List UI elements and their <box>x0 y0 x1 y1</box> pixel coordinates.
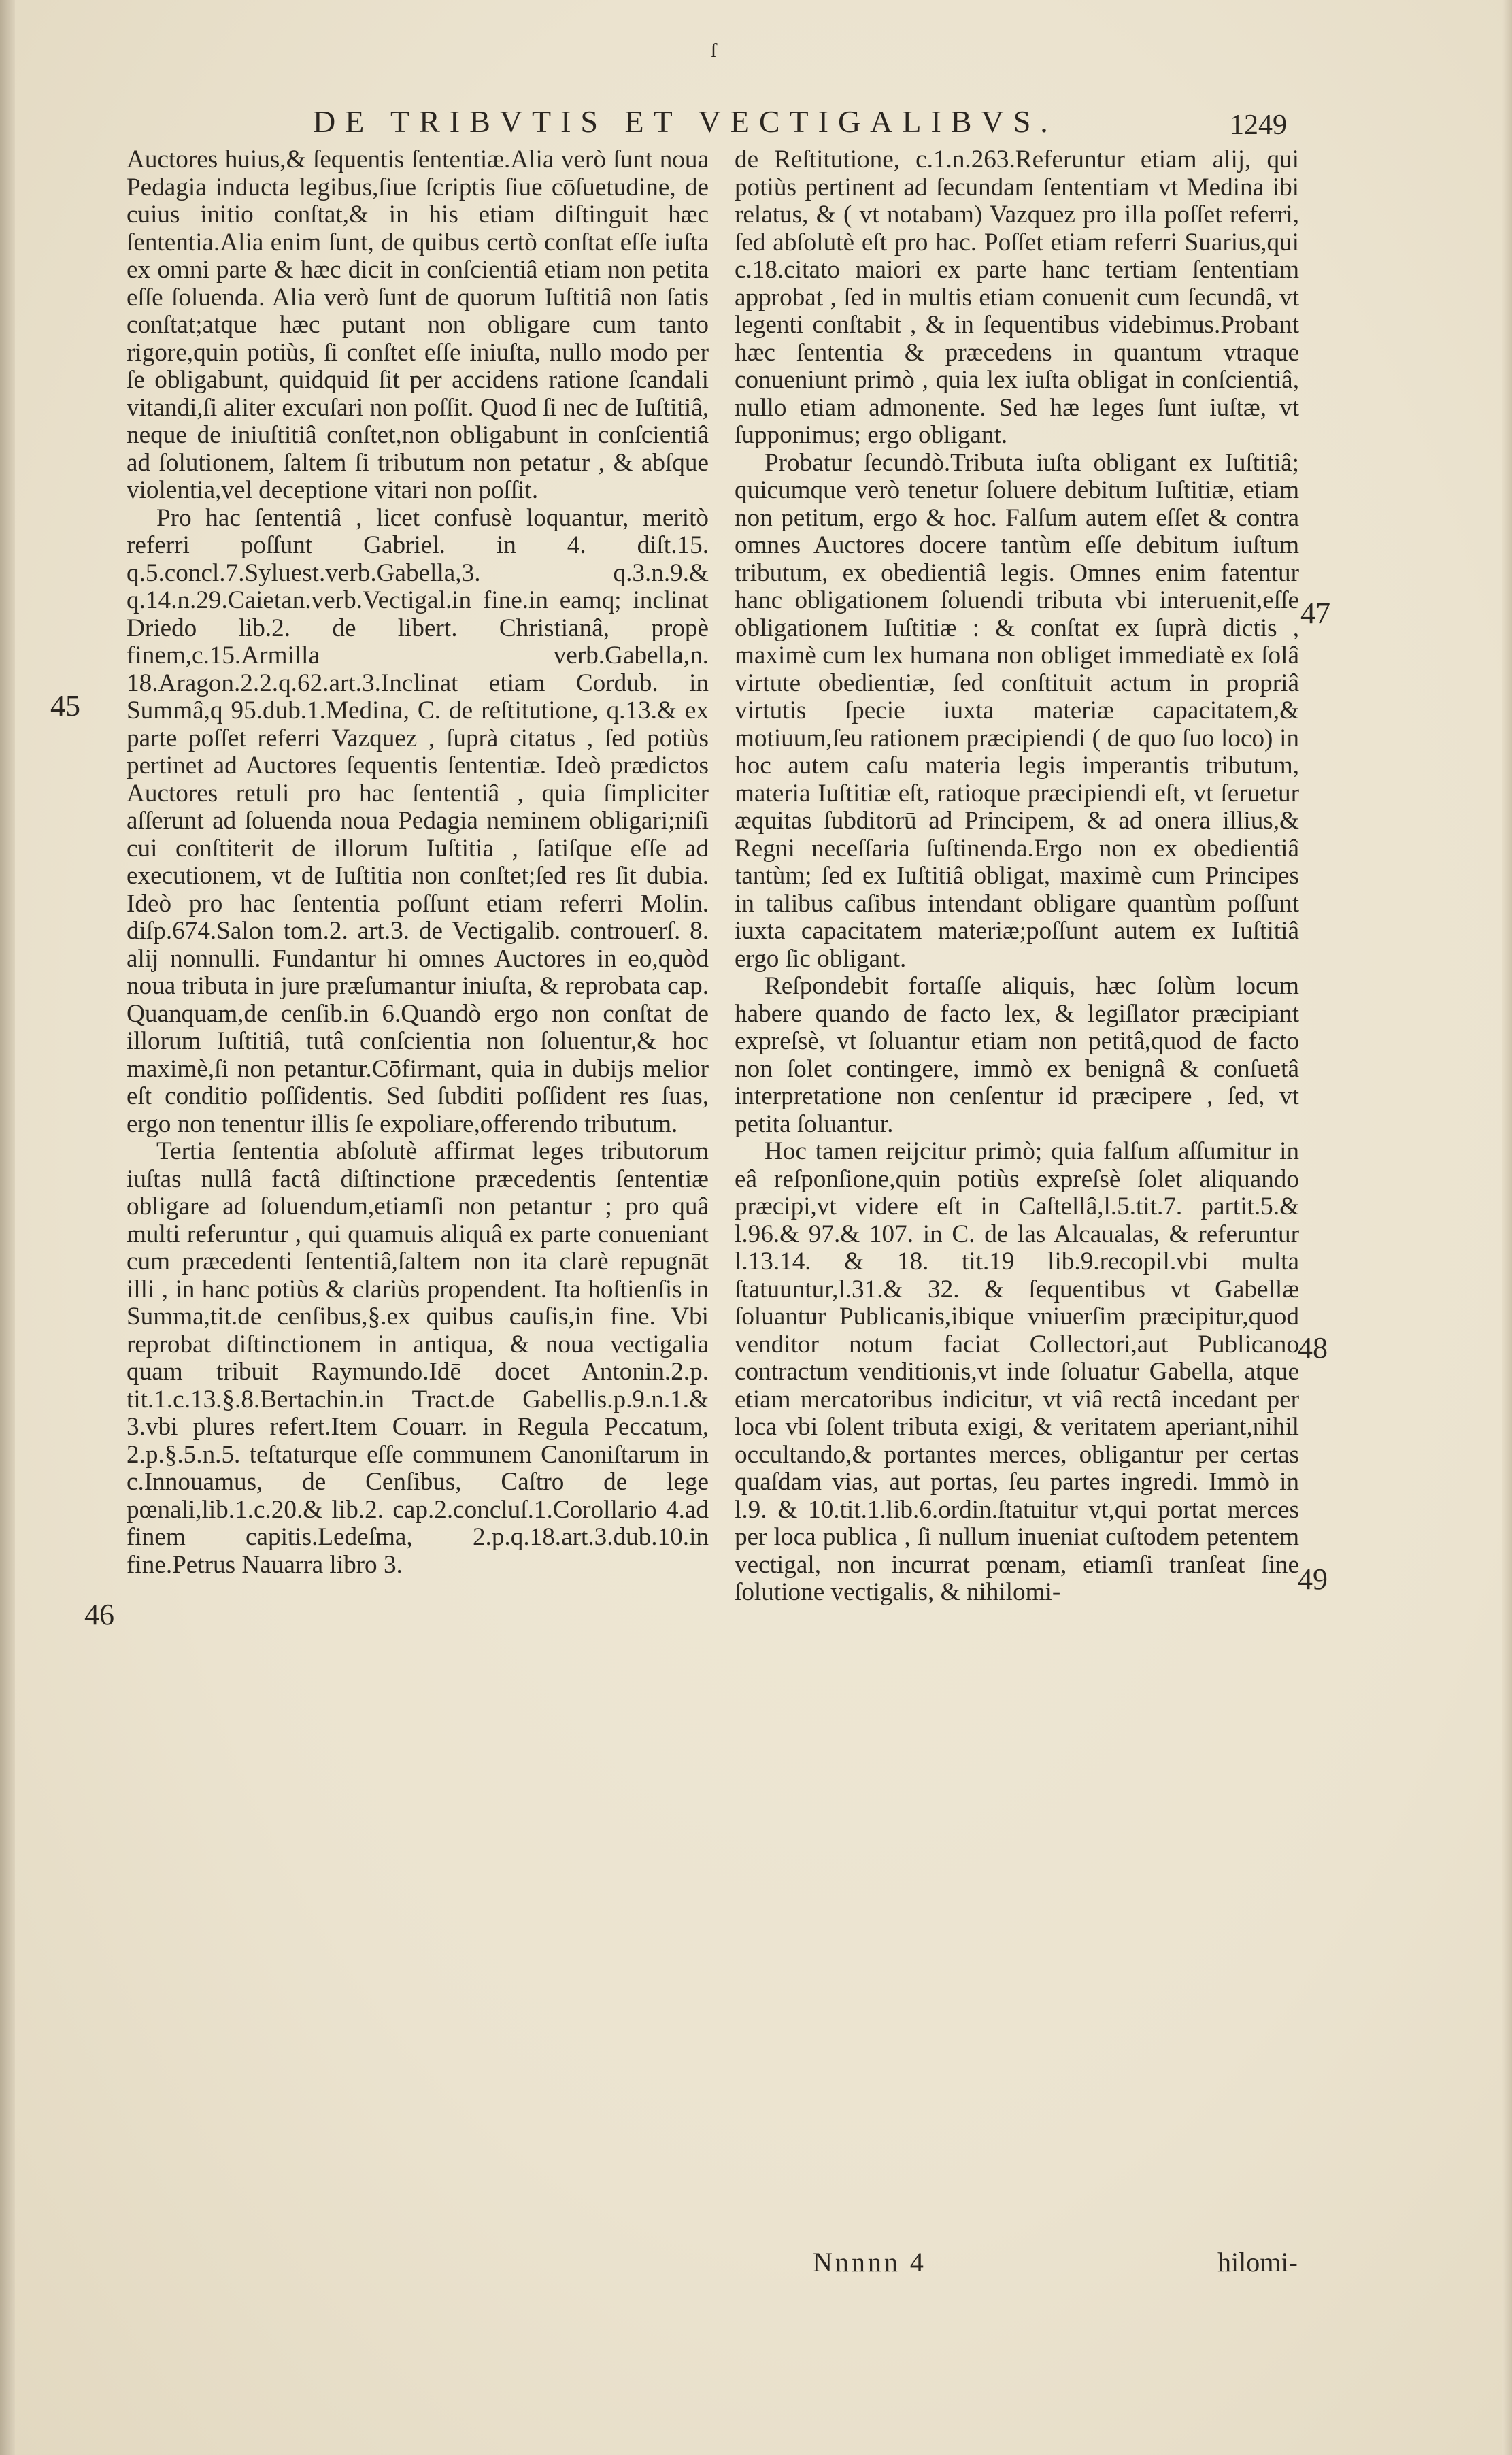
left-paragraph-1: Auctores huius,& ſequentis ſententiæ.Alia verò ſunt noua Pedagia inducta legibus,ſiue ſcriptis ſiue cōſuetudine, de cuius initio conſtat,& in his etiam diſtinguit hæc ſententia.Alia enim ſunt, de quibus certò conſtat eſſe iuſta ex omni parte & hæc dicit in conſcientiâ etiam non petita eſſe ſoluenda. Alia verò ſunt de quorum Iuſtitiâ non ſatis conſtat;atque hæc putant non obligare cum tanto rigore,quin potiùs, ſi conſtet eſſe iniuſta, nullo modo per ſe obligabunt, quidquid ſit per accidens ratione ſcandali vitandi,ſi aliter excuſari non poſſit. Quod ſi nec de Iuſtitiâ, neque de iniuſtitiâ conſtet,non obligabunt in conſcientiâ ad ſolutionem, ſaltem ſi tributum non petatur , & abſque violentia,vel deceptione vitari non poſſit. <box>127 146 709 504</box>
margin-number-49: 49 <box>1298 1563 1328 1596</box>
top-mark: ſ <box>711 39 717 62</box>
left-paragraph-2: Pro hac ſententiâ , licet confusè loquantur, meritò referri poſſunt Gabriel. in 4. diſt.15. q.5.concl.7.Syluest.verb.Gabella,3. q.3.n.9.& q.14.n.29.Caietan.verb.Vectigal.in fine.in eamq; inclinat Driedo lib.2. de libert. Christianâ, propè finem,c.15.Armilla verb.Gabella,n. 18.Aragon.2.2.q.62.art.3.Inclinat etiam Cordub. in Summâ,q 95.dub.1.Medina, C. de reſtitutione, q.13.& ex parte poſſet referri Vazquez , ſuprà citatus , ſed potiùs pertinet ad Auctores ſequentis ſententiæ. Ideò prædictos Auctores retuli pro hac ſententiâ , quia ſimpliciter aſſerunt ad ſoluenda noua Pedagia neminem obligari;niſi cui conſtiterit de illorum Iuſtitia , ſatiſque eſſe ad executionem, vt de Iuſtitia non conſtet;ſed res ſit dubia. Ideò pro hac ſententia poſſunt etiam referri Molin. diſp.674.Salon tom.2. art.3. de Vectigalib. controuerſ. 8. alij nonnulli. Fundantur hi omnes Auctores in eo,quòd noua tributa in jure præſumantur iniuſta, & reprobata cap. Quanquam,de cenſib.in 6.Quandò ergo non conſtat de illorum Iuſtitiâ, tutâ conſcientia non ſoluentur,& hoc maximè,ſi non petantur.Cōfirmant, quia in dubijs melior eſt conditio poſſidentis. Sed ſubditi poſſident res ſuas, ergo non tenentur illis ſe expoliare,offerendo tributum. <box>127 503 709 1138</box>
margin-number-45: 45 <box>50 689 80 722</box>
right-paragraph-1: de Reſtitutione, c.1.n.263.Referuntur etiam alij, qui potiùs pertinent ad ſecundam ſententiam vt Medina ibi relatus, & ( vt notabam) Vazquez pro illa poſſet referri, ſed abſolutè eſt pro hac. Poſſet etiam referri Suarius,qui c.18.citato maiori ex parte hanc tertiam ſententiam approbat , ſed in multis etiam conuenit cum ſecundâ, vt legenti conſtabit , & in ſequentibus videbimus.Probant hæc ſententia & præcedens in quantum vtraque conueniunt primò , quia lex iuſta obligat in conſcientiâ, nullo etiam admonente. Sed hæ leges ſunt iuſtæ, vt ſupponimus; ergo obligant. <box>735 146 1299 449</box>
margin-number-46: 46 <box>84 1598 114 1631</box>
right-column <box>735 146 1299 2221</box>
right-paragraph-4: Hoc tamen reijcitur primò; quia falſum aſſumitur in eâ reſponſione,quin potiùs expreſsè ſolet aliquando præcipi,vt videre eſt in Caſtellâ,l.5.tit.7. partit.5.& l.96.& 97.& 107. in C. de las Alcaualas, & referuntur l.13.14. & 18. tit.19 lib.9.recopil.vbi multa ſtatuuntur,l.31.& 32. & ſequentibus vt Gabellæ ſoluantur Publicanis,ibique vniuerſim præcipitur,quod venditor notum faciat Collectori,aut Publicano contractum venditionis,vt inde ſoluatur Gabella, atque etiam mercatoribus indicitur, vt viâ rectâ incedant per loca vbi ſolent tributa exigi, & veritatem aperiant,nihil occultando,& portantes merces, obligantur per certas quaſdam vias, aut portas, ſeu partes ingredi. Immò in l.9. & 10.tit.1.lib.6.ordin.ſtatuitur vt,qui portat merces per loca publica , ſi nullum inueniat cuſtodem petentem vectigal, non incurrat pœnam, etiamſi tranſeat ſine ſolutione vectigalis, & nihilomi- <box>735 1137 1299 1606</box>
page-edge <box>1502 0 1512 2455</box>
running-title: DE TRIBVTIS ET VECTIGALIBVS. <box>313 104 1058 139</box>
catchword: hilomi- <box>1217 2247 1298 2277</box>
right-paragraph-3: Reſpondebit fortaſſe aliquis, hæc ſolùm locum habere quando de facto lex, & legiſlator præcipiant expreſsè, vt ſoluantur etiam non petitâ,quod de facto non ſolet contingere, immò ex benignâ & conſuetâ interpretatione non cenſentur id præcipere , ſed, vt petita ſoluantur. <box>735 972 1299 1138</box>
page-number: 1249 <box>1230 110 1287 141</box>
left-paragraph-3: Tertia ſententia abſolutè affirmat leges tributorum iuſtas nullâ factâ diſtinctione præcedentis ſententiæ obligare ad ſoluendum,etiamſi non petantur ; pro quâ multi referuntur , qui quamuis aliquâ ex parte conueniant cum præcedenti ſententiâ,ſaltem non ita clarè repugnāt illi , in hanc potiùs & clariùs propendent. Ita hoſtienſis in Summa,tit.de cenſibus,§.ex quibus cauſis,in fine. Vbi reprobat diſtinctionem in antiqua, & noua vectigalia quam tribuit Raymundo.Idē docet Antonin.2.p. tit.1.c.13.§.8.Bertachin.in Tract.de Gabellis.p.9.n.1.& 3.vbi plures refert.Item Couarr. in Regula Peccatum, 2.p.§.5.n.5. teſtaturque eſſe communem Canoniſtarum in c.Innouamus, de Cenſibus, Caſtro de lege pœnali,lib.1.c.20.& lib.2. cap.2.concluſ.1.Corollario 4.ad finem capitis.Ledeſma, 2.p.q.18.art.3.dub.10.in fine.Petrus Nauarra libro 3. <box>127 1137 709 1579</box>
page-gutter-shadow <box>0 0 15 2455</box>
margin-number-48: 48 <box>1298 1331 1328 1365</box>
right-paragraph-2: Probatur ſecundò.Tributa iuſta obligant ex Iuſtitiâ; quicumque verò tenetur ſoluere debitum Iuſtitiæ, etiam non petitum, ergo & hoc. Falſum autem eſſet & contra omnes Auctores docere tantùm eſſe debitum iuſtum tributum, ex obedientiâ legis. Omnes enim fatentur hanc obligationem ſoluendi tributa vbi interuenit,eſſe obligationem Iuſtitiæ : & conſtat ex ſuprà dictis , maximè cum lex humana non obliget immediatè ex ſolâ virtute obedientiæ, ſed conſtituit actum in propriâ virtutis ſpecie iuxta materiæ capacitatem,& motiuum,ſeu rationem præcipiendi ( de quo ſuo loco) in hoc autem caſu materia legis imperantis tributum, materia Iuſtitiæ eſt, ratioque præcipiendi eſt, vt ſeruetur æquitas ſubditorū ad Principem, & ad onera illius,& Regni neceſſaria ſuſtinenda.Ergo non ex obedientiâ tantùm; ſed ex Iuſtitiâ obligat, maximè cum Principes in talibus caſibus intendant obligare quantùm poſſunt iuxta capacitatem materiæ;poſſunt autem ex Iuſtitiâ ergo ſic obligant. <box>735 448 1299 973</box>
signature-mark: Nnnnn 4 <box>813 2247 926 2277</box>
left-column <box>127 146 709 2221</box>
margin-number-47: 47 <box>1300 597 1330 630</box>
